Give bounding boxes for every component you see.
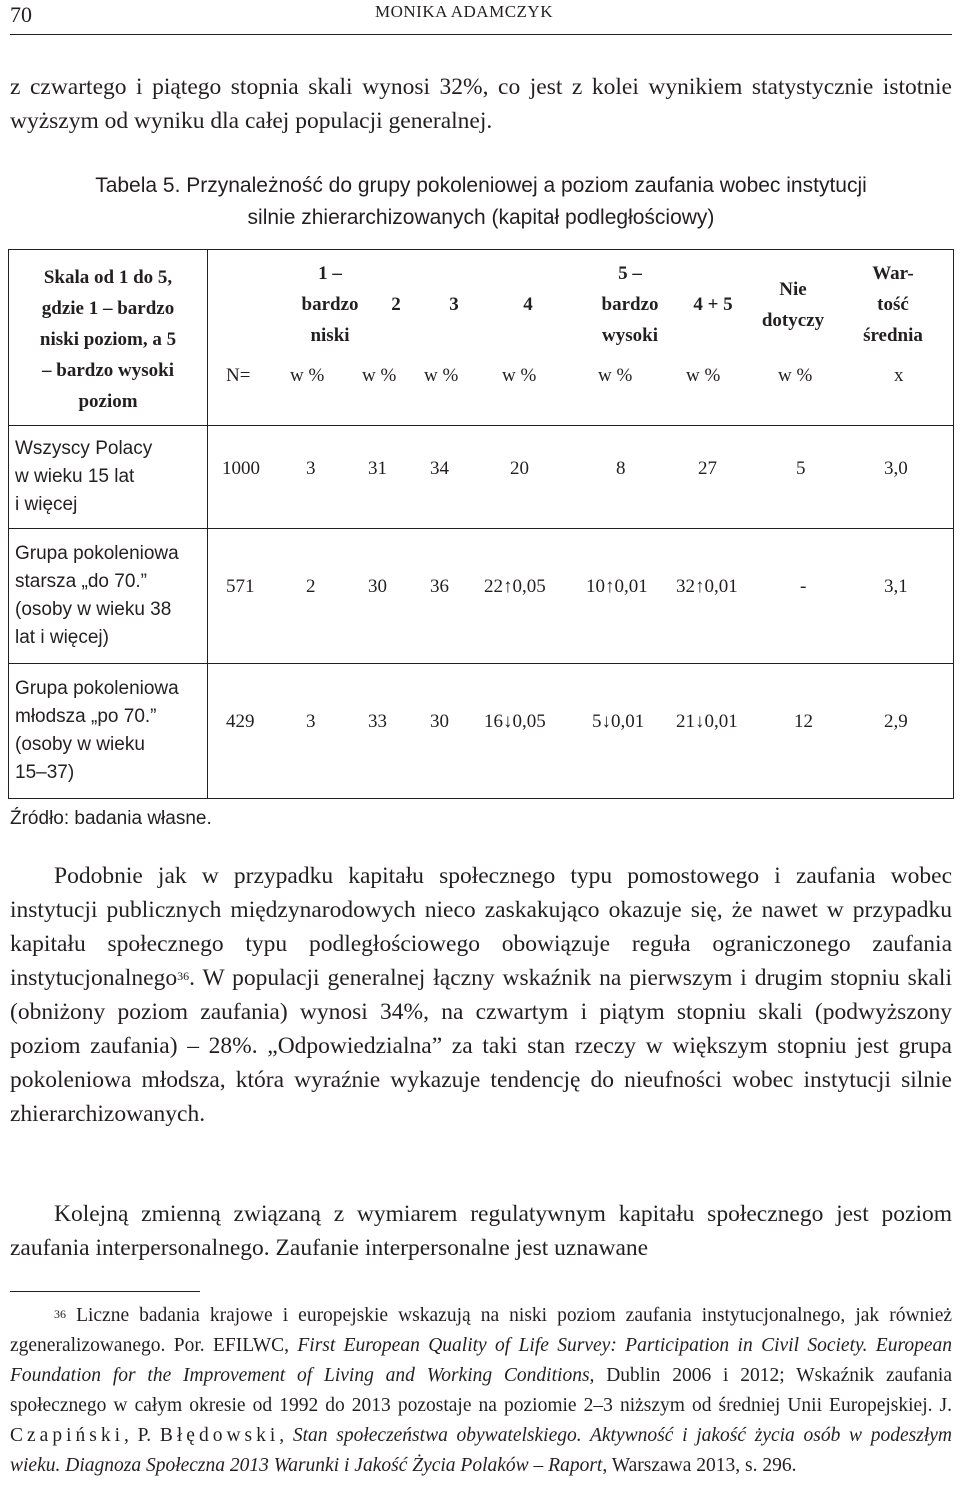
- unit-col-1: w %: [290, 365, 325, 386]
- row-values: [208, 664, 954, 799]
- page-number: 70: [10, 2, 32, 27]
- cell: 30: [430, 711, 449, 732]
- col-header-2: 2: [391, 294, 401, 315]
- table-caption: [10, 170, 952, 234]
- col-header-4-plus-5: 4 + 5: [693, 294, 733, 315]
- unit-col-2: w %: [362, 365, 397, 386]
- cell: 12: [794, 711, 813, 732]
- unit-col-srednia: x: [894, 365, 904, 386]
- footnote-rule: [10, 1291, 200, 1292]
- footnote-reference: 36: [177, 969, 190, 983]
- unit-n: N=: [226, 365, 251, 386]
- unit-col-nie-dotyczy: w %: [778, 365, 813, 386]
- cell-n: 1000: [222, 458, 260, 479]
- header-rule: [10, 34, 952, 35]
- table-header-row: [9, 250, 954, 426]
- table-caption-line-2: silnie zhierarchizowanych (kapitał podległościowy): [247, 206, 715, 229]
- cell: 3: [306, 711, 316, 732]
- cell: 30: [368, 576, 387, 597]
- running-header: [0, 0, 960, 38]
- col-header-1: 1 – bardzo niski: [301, 263, 359, 346]
- cell: 3,0: [884, 458, 908, 479]
- footnote: $^{36}$ Liczne badania krajowe i europejskie wskazują na niski poziom zaufania instytucjonalnego, jak również zgeneralizowanego. Por. EFILWC, First European Quality of Life Survey: Participation in Civil Society. European Foundation for the Improvement of Living and Working Conditions, Dublin 2006 i 2012; Wskaźnik zaufania społecznego w całym okresie od 1992 do 2013 pozostaje na poziomie 2–3 niższym od średniej Unii Europejskiej. J. Czapiński, P. Błędowski, Stan społeczeństwa obywatelskiego. Aktywność i jakość życia osób w podeszłym wieku. Diagnoza Społeczna 2013 Warunki i Jakość Życia Polaków – Raport, Warszawa 2013, s. 296.: [10, 1305, 953, 1476]
- cell: 32↑0,01: [676, 576, 738, 597]
- table-row: [9, 426, 954, 529]
- cell: 5: [796, 458, 806, 479]
- row-label: Wszyscy Polacy w wieku 15 lat i więcej: [9, 426, 208, 529]
- cell-n: 571: [226, 576, 255, 597]
- cell: -: [800, 576, 807, 597]
- body-paragraph-2: Kolejną zmienną związaną z wymiarem regulatywnym kapitału społecznego jest poziom zaufania interpersonalnego. Zaufanie interpersonalne jest uznawane: [10, 1201, 952, 1261]
- col-header-nie-dotyczy: Nie dotyczy: [761, 279, 825, 331]
- row-values: [208, 426, 954, 529]
- cell: 21↓0,01: [676, 711, 738, 732]
- table-row: [9, 529, 954, 664]
- table-caption-line-1: Tabela 5. Przynależność do grupy pokoleniowej a poziom zaufania wobec instytucji: [95, 174, 867, 197]
- table-column-headers: [208, 250, 954, 426]
- row-label: Grupa pokoleniowa starsza „do 70.” (osoby w wieku 38 lat i więcej): [9, 529, 208, 664]
- cell: 10↑0,01: [586, 576, 648, 597]
- cell: 34: [430, 458, 449, 479]
- running-head-author: MONIKA ADAMCZYK: [375, 2, 553, 21]
- cell: 2,9: [884, 711, 908, 732]
- table-corner-header: Skala od 1 do 5, gdzie 1 – bardzo niski poziom, a 5 – bardzo wysoki poziom: [9, 250, 208, 426]
- data-table: [8, 249, 954, 799]
- row-values: [208, 529, 954, 664]
- table-source: Źródło: badania własne.: [10, 808, 212, 829]
- cell: 8: [616, 458, 626, 479]
- cell: 2: [306, 576, 316, 597]
- table-row: [9, 664, 954, 799]
- footnote-number: 36: [54, 1307, 66, 1321]
- cell: 5↓0,01: [592, 711, 645, 732]
- row-label: Grupa pokoleniowa młodsza „po 70.” (osoby w wieku 15–37): [9, 664, 208, 799]
- unit-col-5: w %: [598, 365, 633, 386]
- cell: 3,1: [884, 576, 908, 597]
- cell: 33: [368, 711, 387, 732]
- unit-col-4: w %: [502, 365, 537, 386]
- col-header-wartosc-srednia: War- tość średnia: [863, 263, 923, 346]
- unit-col-4-plus-5: w %: [686, 365, 721, 386]
- intro-paragraph: z czwartego i piątego stopnia skali wynosi 32%, co jest z kolei wynikiem statystycznie istotnie wyższym od wyniku dla całej populacji generalnej.: [10, 74, 952, 134]
- col-header-3: 3: [449, 294, 459, 315]
- cell: 3: [306, 458, 316, 479]
- col-header-5: 5 – bardzo wysoki: [601, 263, 659, 346]
- body-paragraph-1: Podobnie jak w przypadku kapitału społecznego typu pomostowego i zaufania wobec instytucji publicznych międzynarodowych nieco zaskakująco okazuje się, że nawet w przypadku kapitału społecznego typu podległościowego obowiązuje reguła ograniczonego zaufania instytucjonalnego$^{36}$. W populacji generalnej łączny wskaźnik na pierwszym i drugim stopniu skali (obniżony poziom zaufania) wynosi 34%, na czwartym i piątym stopniu skali (podwyższony poziom zaufania) – 28%. „Odpowiedzialna” za taki stan rzeczy w większym stopniu jest grupa pokoleniowa młodsza, która wyraźnie wykazuje tendencję do nieufności wobec instytucji silnie zhierarchizowanych.: [10, 863, 952, 1127]
- cell: 20: [510, 458, 529, 479]
- col-header-4: 4: [523, 294, 533, 315]
- cell: 16↓0,05: [484, 711, 546, 732]
- cell-n: 429: [226, 711, 255, 732]
- cell: 36: [430, 576, 449, 597]
- unit-col-3: w %: [424, 365, 459, 386]
- cell: 31: [368, 458, 387, 479]
- cell: 22↑0,05: [484, 576, 546, 597]
- cell: 27: [698, 458, 717, 479]
